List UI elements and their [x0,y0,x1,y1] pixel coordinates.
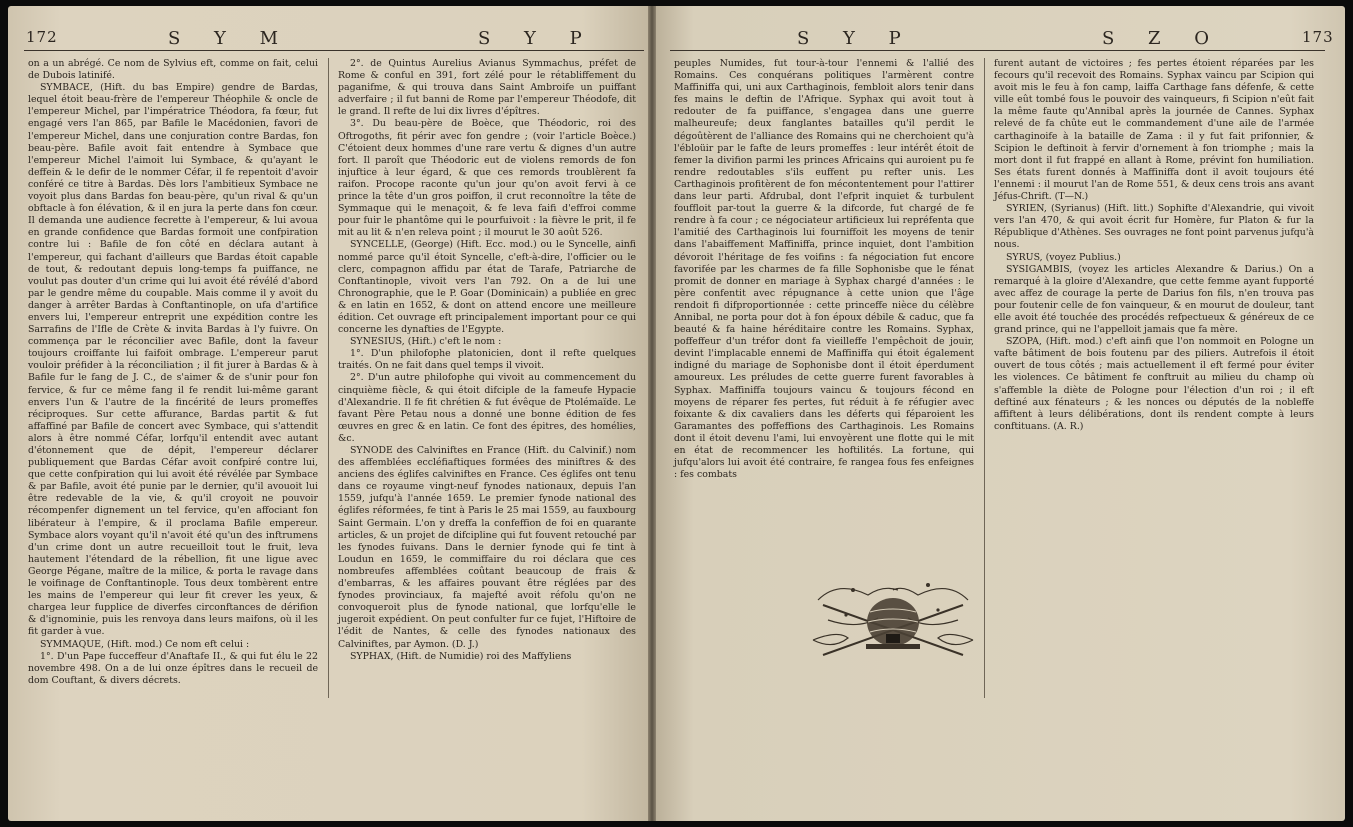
entry-synesius: SYNESIUS, (Hift.) c'eft le nom : [350,336,502,348]
paragraph: 1°. D'un philofophe platonicien, dont il refte quelques traités. On ne fait dans quel temps il vivoit. [338,348,636,372]
paragraph: 2°. de Quintus Aurelius Avianus Symmachus, préfet de Rome & conful en 391, fort zélé pour le rétabliffement du paganifme, & qui trouva dans Saint Ambroife un puiffant adverfaire ; il fut banni de Rome par l'empereur Théodofe, dit le grand. Il refte de lui dix livres d'épîtres. [338,58,636,118]
text-column-3 [674,58,974,481]
beehive-ornament-icon [798,560,988,670]
entry-szopa: SZOPA, (Hift. mod.) c'eft ainfi que l'on nommoit en Pologne un vafte bâtiment de bois foutenu par des piliers. Autrefois il étoit ouvert de tous côtés ; mais actuellement il eft fermé pour éviter les violences. Ce bâtiment fe conftruit au milieu du champ où s'affemble la diète de Pologne pour l'élection d'un roi ; il eft deftiné aux fénateurs ; & les nonces ou députés de la nobleffe affiftent à leurs délibérations, dont ils rendent compte à leurs conftituans. (A. R.) [994,336,1314,432]
paragraph: peuples Numides, fut tour-à-tour l'ennemi & l'allié des Romains. Ces conquérans politiques l'armèrent contre Maffiniffa qui, uni aux Carthaginois, fembloit alors tenir dans fes mains le deftin de l'Afrique. Syphax qui avoit tout à redouter de fa puiffance, s'engagea dans une guerre malheureufe; deux fanglantes batailles qu'il perdit le dégoûtèrent de l'alliance des Romains qui ne cherchoient qu'à l'ébloüir par le fafte de leurs promeffes : leur intérêt étoit de femer la divifion parmi les princes Africains qui auroient pu fe rendre redoutables s'ils euffent pu refter unis. Les Carthaginois profitèrent de fon mécontentement pour l'attirer dans leur parti. Afdrubal, dont l'efprit inquiet & turbulent fouffloit par-tout la guerre & la difcorde, fut chargé de fe rendre à fa cour ; ce négociateur artificieux lui repréfenta que l'amitié des Carthaginois lui fourniffoit les moyens de tenir dans l'abaiffement Maffiniffa, prince inquiet, dont l'ambition dévoroit l'héritage de fes voifins : fa négociation fut encore favorifée par les charmes de fa fille Sophonisbe que le fénat promit de donner en mariage à Syphax chargé d'années : le père confentit avec répugnance à cette union que l'âge rendoit fi difproportionnée : cette princeffe nièce du célèbre Annibal, ne porta pour dot à fon époux débile & caduc, que fa beauté & fa haine héréditaire contre les Romains. Syphax, poffeffeur d'un tréfor dont fa vieilleffe l'empêchoit de jouir, devint l'implacable ennemi de Maffiniffa qui étoit également indigné du mariage de Sophonisbe dont il étoit éperdument amoureux. Les préludes de cette guerre furent favorables à Syphax. Maffiniffa toujours vaincu & toujours fécond en moyens de réparer fes pertes, fut réduit à fe réfugier avec foixante & dix cavaliers dans les déferts qui féparoient les Garamantes des poffeffions des Carthaginois. Les Romains dont il étoit devenu l'ami, lui envoyèrent une flotte qui le mit en état de recommencer les hoftilités. La fortune, qui jufqu'alors lui avoit été contraire, fe rangea fous fes enfeignes : fes combats [674,58,974,481]
text-column-1 [28,58,318,687]
entry-sysigambis: SYSIGAMBIS, (voyez les articles Alexandre & Darius.) On a remarqué à la gloire d'Alexandre, que cette femme ayant fupporté avec affez de courage la perte de Darius fon fils, n'en trouva pas pour foutenir celle de fon vainqueur, & en mourut de douleur, tant elle avoit été touchée des procédés refpectueux & généreux de ce grand prince, qui ne l'appelloit jamais que fa mère. [994,263,1314,336]
paragraph: furent autant de victoires ; fes pertes étoient réparées par les fecours qu'il recevoit des Romains. Syphax vaincu par Scipion qui avoit mis le feu à fon camp, laiffa Carthage fans défenfe, & cette ville eût tombé fous le pouvoir des vainqueurs, fi Scipion n'eût fait la même faute qu'Annibal après la journée de Cannes. Syphax relevé de fa chûte eut le commandement d'une aile de l'armée carthaginoife à la bataille de Zama : il y fut fait prifonnier, & Scipion le deftinoit à fervir d'ornement à fon triomphe ; mais la mort dont il fut frappé en allant à Rome, prévint fon humiliation. Ses états furent donnés à Maffiniffa dont il avoit toujours été l'ennemi : il mourut l'an de Rome 551, & deux cens trois ans avant Jéfus-Chrift. (T—N.) [994,58,1314,203]
page-number: 173 [1302,28,1334,46]
entry-syphax: SYPHAX, (Hift. de Numidie) roi des Maffyliens [350,650,572,662]
paragraph: 3°. Du beau-père de Boèce, que Théodoric, roi des Oftrogoths, fit périr avec fon gendre ; (voir l'article Boèce.) C'étoient deux hommes d'une rare vertu & dignes d'un autre fort. Il paroît que Théodoric eut de violens remords de fon injuftice à leur égard, & que ces remords troublèrent fa raifon. Procope raconte qu'un jour qu'on avoit fervi à ce prince la tête d'un gros poiffon, il crut reconnoître la tête de Symmaque qui le menaçoit, & fe leva faifi d'effroi comme pour fuir le phantôme qui le pourfuivoit : la fièvre le prit, il fe mit au lit & n'en releva point ; il mourut le 30 août 526. [338,118,636,239]
paragraph: 1°. D'un Pape fucceffeur d'Anaftafe II., & qui fut élu le 22 novembre 498. On a de lui onze épîtres dans le recueil de dom Couftant, & divers décrets. [28,650,318,686]
entry-synode: SYNODE des Calviniftes en France (Hift. du Calvinif.) nom des affemblées eccléfiaftiques formées des miniftres & des anciens des églifes calviniftes en France. Ces églifes ont tenu dans ce royaume vingt-neuf fynodes nationaux, depuis l'an 1559, jufqu'à l'année 1659. Le premier fynode national des églifes réformées, fe tint à Paris le 25 mai 1559, au fauxbourg Saint Germain. L'on y dreffa la confeffion de foi en quarante articles, & un projet de difcipline qui fut fouvent retouché par les fynodes fuivans. Dans le dernier fynode qui fe tint à Loudun en 1659, le commiffaire du roi déclara que ces nombreufes affemblées coûtant beaucoup de frais & d'embarras, & les affaires pouvant être réglées par des fynodes provinciaux, fa majefté avoit réfolu qu'on ne convoqueroit plus de fynode national, que lorfqu'elle le jugeroit expédient. On peut confulter fur ce fujet, l'Hiftoire de l'édit de Nantes, & celle des fynodes nationaux des Calviniftes, par Aymon. (D. J.) [338,445,636,650]
running-head-left: S Y M [168,28,293,49]
right-page [652,6,1345,821]
page-number: 172 [26,28,58,46]
left-page [8,6,660,821]
paragraph: on a un abrégé. Ce nom de Sylvius eft, comme on fait, celui de Dubois latinifé. [28,58,318,82]
book-gutter [648,6,656,821]
entry-syrus: SYRUS, (voyez Publius.) [1006,251,1121,263]
running-head-right: S Z O [1102,28,1224,49]
running-head-left: S Y P [797,28,915,49]
entry-symbace: SYMBACE, (Hift. du bas Empire) gendre de Bardas, lequel étoit beau-frère de l'empereur Théophile & oncle de l'empereur Michel, par l'impératrice Théodora, fa fœur, fut engagé vers l'an 865, par Bafile le Macédonien, favori de l'empereur Michel, dans une conjuration contre Bardas, fon beau-père. Bafile avoit fait entendre à Symbace que l'empereur Michel l'aimoit lui Symbace, & qu'ayant le deffein & le defir de le nommer Céfar, il fe repentoit d'avoir conféré ce titre à Bardas. Dès lors l'ambitieux Symbace ne voyoit plus dans Bardas fon beau-père, qu'un rival & qu'un obftacle à fon élévation, & il en jura la perte dans fon cœur. Il demanda une audience fecrette à l'empereur, & lui avoua en grande confidence que Bardas formoit une confpiration contre lui : Bafile de fon côté en déclara autant à l'empereur, qui fachant d'ailleurs que Bardas étoit capable de tout, & redoutant depuis long-temps fa puiffance, ne voulut pas douter d'un crime qui lui avoit été révélé d'abord par le gendre même du coupable. Mais comme il y avoit du danger à arrêter Bardas à Conftantinople, on ufa d'artifice envers lui, l'empereur entreprit une expédition contre les Sarrafins de l'Ifle de Crète & invita Bardas à l'y fuivre. On commença par le réconcilier avec Bafile, dont la faveur toujours croiffante lui faifoit ombrage. L'empereur parut vouloir préfider à la réconciliation ; il fit jurer à Bardas & à Bafile fur le fang de J. C., de s'aimer & de s'unir pour fon fervice, & fur ce même fang il fe rendit lui-même garant envers l'un & l'autre de la fincérité de leurs promeffes réciproques. Sur cette affurance, Bardas partit & fut affaffiné par Bafile de concert avec Symbace, qui s'attendit alors à être nommé Céfar, lorfqu'il entendit avec autant d'étonnement que de dépit, l'empereur déclarer publiquement que Bardas Céfar avoit confpiré contre lui, que cette confpiration qui lui avoit été révélée par Symbace & par Bafile, avoit été punie par le dernier, qu'il avouoit lui être redevable de la vie, & qu'il croyoit ne pouvoir récompenfer dignement un tel fervice, qu'en affociant fon libérateur à l'empire, & il proclama Bafile empereur. Symbace alors voyant qu'il n'avoit été qu'un des inftrumens d'un crime dont un autre recueilloit tout le fruit, leva hautement l'étendard de la rébellion, fit une ligue avec George Pégane, maître de la milice, & porta le ravage dans le voifinage de Conftantinople. Tous deux tombèrent entre les mains de l'empereur qui leur fit crever les yeux, & chargea leur fupplice de diverfes circonftances de dérifion & d'ignominie, puis les renvoya dans leurs maifons, où il les fit garder à vue. [28,82,318,638]
entry-symmaque: SYMMAQUE, (Hift. mod.) Ce nom eft celui : [40,638,250,650]
text-column-2 [338,58,636,663]
header-rule [24,50,644,51]
running-head-right: S Y P [478,28,596,49]
text-column-4 [994,58,1314,433]
column-divider [328,58,329,698]
entry-syrien: SYRIEN, (Syrianus) (Hift. litt.) Sophifte d'Alexandrie, qui vivoit vers l'an 470, & qui avoit écrit fur Homère, fur Platon & fur la République d'Athènes. Ses ouvrages ne font point parvenus jufqu'à nous. [994,203,1314,251]
header-rule [670,50,1325,51]
entry-syncelle: SYNCELLE, (George) (Hift. Ecc. mod.) ou le Syncelle, ainfi nommé parce qu'il étoit Syncelle, c'eft-à-dire, l'officier ou le clerc, compagnon affidu par état de Tarafe, Patriarche de Conftantinople, vivoit vers l'an 792. On a de lui une Chronographie, que le P. Goar (Dominicain) a publiée en grec & en latin en 1652, & dont on attend encore une meilleure édition. Cet ouvrage eft principalement important pour ce qui concerne les dynafties de l'Egypte. [338,239,636,336]
paragraph: 2°. D'un autre philofophe qui vivoit au commencement du cinquième fiècle, & qui étoit difciple de la fameufe Hypacie d'Alexandrie. Il fe fit chrétien & fut évêque de Ptolémaïde. Le favant Père Petau nous a donné une bonne édition de fes œuvres en grec & en latin. Ce font des épitres, des homélies, &c. [338,372,636,444]
